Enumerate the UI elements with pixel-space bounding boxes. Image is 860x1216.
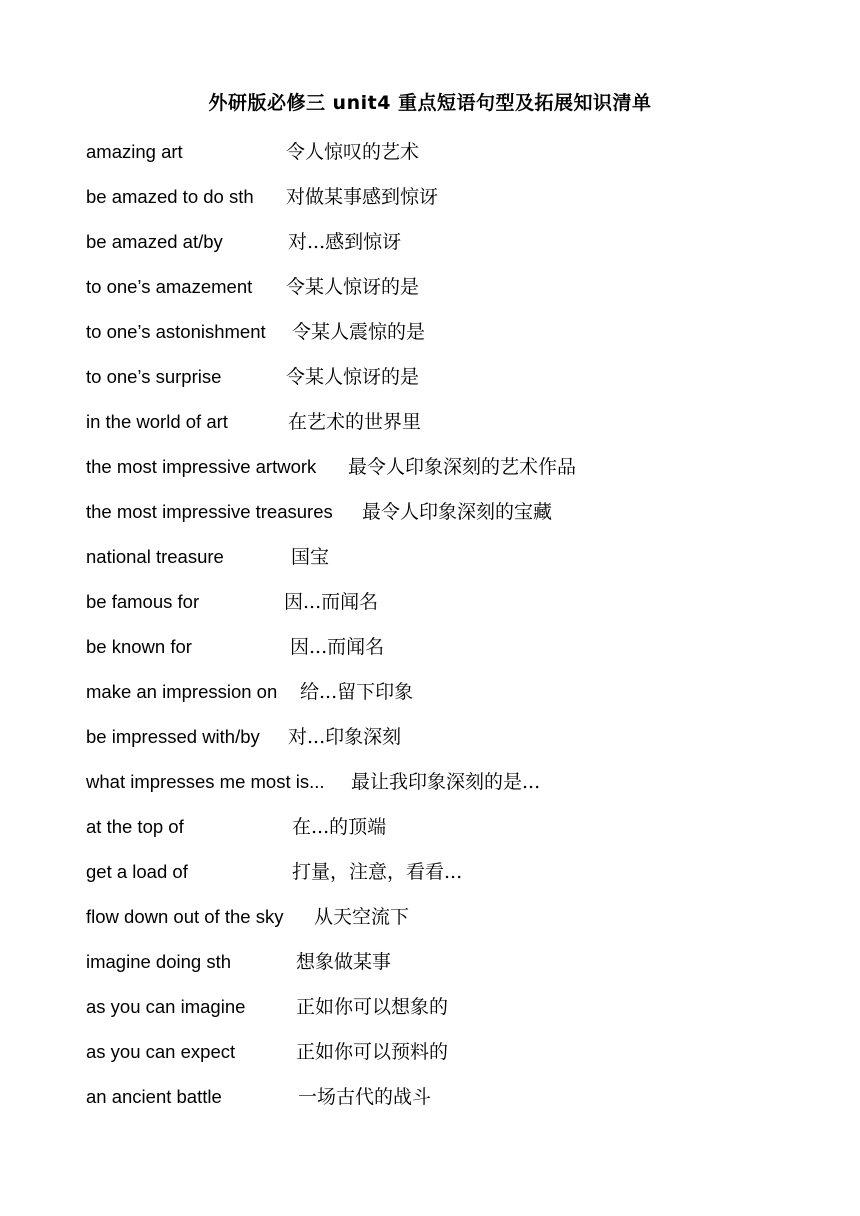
phrase-row <box>86 362 786 392</box>
phrase-row <box>86 497 786 527</box>
phrase-english: in the world of art <box>86 411 228 432</box>
phrase-chinese: 令某人震惊的是 <box>292 321 426 343</box>
phrase-english: what impresses me most is... <box>86 771 325 792</box>
phrase-chinese: 最令人印象深刻的艺术作品 <box>348 456 577 478</box>
phrase-english: be amazed at/by <box>86 231 223 252</box>
phrase-row <box>86 542 786 572</box>
phrase-english: be amazed to do sth <box>86 186 254 207</box>
phrase-chinese: 从天空流下 <box>314 906 410 928</box>
phrase-row <box>86 182 786 212</box>
phrase-english: flow down out of the sky <box>86 906 284 927</box>
phrase-english: to one’s amazement <box>86 276 253 297</box>
phrase-chinese: 对...印象深刻 <box>288 726 402 748</box>
phrase-chinese: 打量，注意，看看... <box>292 861 463 883</box>
phrase-row <box>86 317 786 347</box>
phrase-english: the most impressive artwork <box>86 456 317 477</box>
phrase-row <box>86 902 786 932</box>
phrase-chinese: 国宝 <box>291 546 330 568</box>
phrase-english: an ancient battle <box>86 1086 222 1107</box>
phrase-row <box>86 137 786 167</box>
phrase-row <box>86 812 786 842</box>
phrase-english: imagine doing sth <box>86 951 232 972</box>
phrase-chinese: 因...而闻名 <box>284 591 379 613</box>
phrase-chinese: 想象做某事 <box>296 951 392 973</box>
phrase-row <box>86 857 786 887</box>
phrase-chinese: 在艺术的世界里 <box>288 411 422 433</box>
phrase-row <box>86 272 786 302</box>
phrase-chinese: 最让我印象深刻的是... <box>351 771 541 793</box>
phrase-row <box>86 947 786 977</box>
phrase-english: be impressed with/by <box>86 726 260 747</box>
phrase-row <box>86 1082 786 1112</box>
phrase-row <box>86 632 786 662</box>
phrase-chinese: 对...感到惊讶 <box>288 231 402 253</box>
phrase-english: to one’s astonishment <box>86 321 266 342</box>
phrase-chinese: 在...的顶端 <box>292 816 387 838</box>
phrase-row <box>86 587 786 617</box>
phrase-chinese: 最令人印象深刻的宝藏 <box>362 501 553 523</box>
phrase-english: get a load of <box>86 861 188 882</box>
phrase-row <box>86 407 786 437</box>
phrase-chinese: 对做某事感到惊讶 <box>286 186 439 208</box>
phrase-english: be known for <box>86 636 192 657</box>
phrase-row <box>86 452 786 482</box>
phrase-chinese: 给...留下印象 <box>300 681 414 703</box>
phrase-chinese: 令某人惊讶的是 <box>286 276 420 298</box>
phrase-chinese: 一场古代的战斗 <box>298 1086 432 1108</box>
phrase-english: as you can imagine <box>86 996 246 1017</box>
phrase-chinese: 令人惊叹的艺术 <box>286 141 420 163</box>
phrase-chinese: 正如你可以想象的 <box>296 996 449 1018</box>
phrase-row <box>86 677 786 707</box>
phrase-row <box>86 767 786 797</box>
phrase-chinese: 因...而闻名 <box>290 636 385 658</box>
phrase-row <box>86 227 786 257</box>
phrase-english: national treasure <box>86 546 224 567</box>
phrase-row <box>86 992 786 1022</box>
phrase-english: amazing art <box>86 141 183 162</box>
phrase-english: as you can expect <box>86 1041 236 1062</box>
phrase-chinese: 令某人惊讶的是 <box>286 366 420 388</box>
phrase-chinese: 正如你可以预料的 <box>296 1041 449 1063</box>
phrase-row <box>86 1037 786 1067</box>
phrase-english: make an impression on <box>86 681 278 702</box>
phrase-english: to one’s surprise <box>86 366 222 387</box>
phrase-row <box>86 722 786 752</box>
phrase-english: at the top of <box>86 816 184 837</box>
phrase-english: be famous for <box>86 591 200 612</box>
document-title: 外研版必修三 unit4 重点短语句型及拓展知识清单 <box>208 92 652 114</box>
phrase-english: the most impressive treasures <box>86 501 333 522</box>
